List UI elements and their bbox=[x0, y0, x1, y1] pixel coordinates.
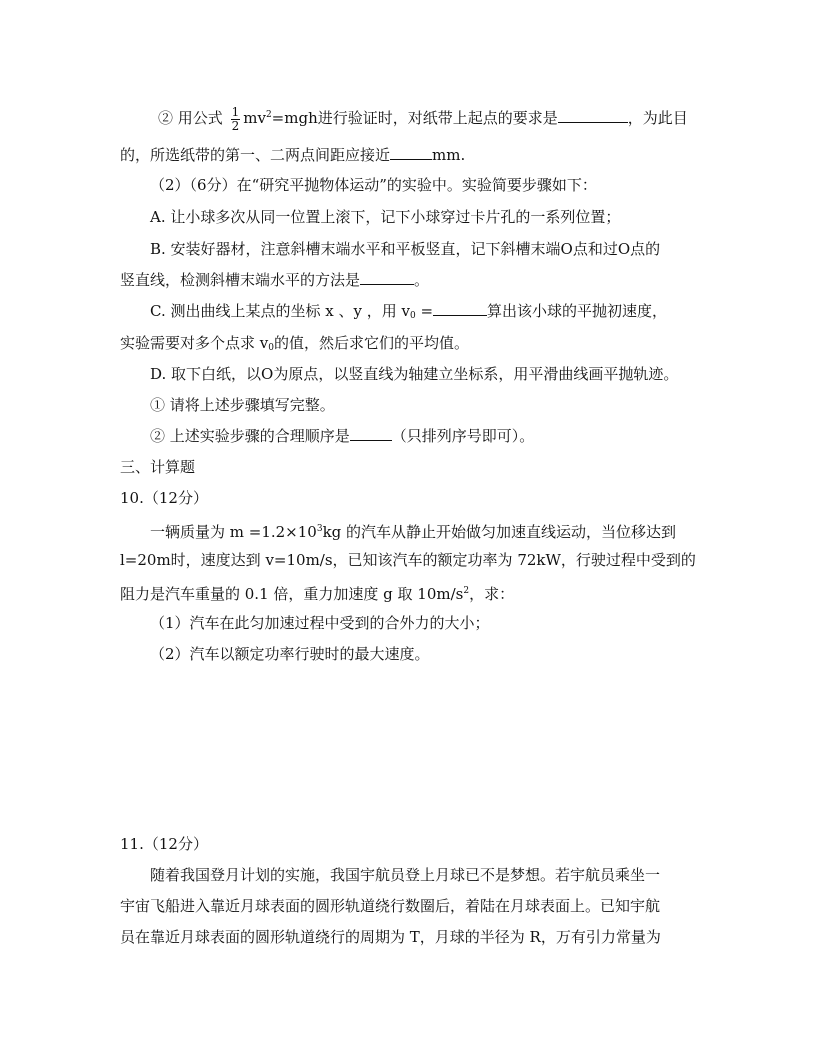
q10-sub2: （2）汽车以额定功率行驶时的最大速度。 bbox=[150, 645, 430, 663]
q11-line2: 宇宙飞船进入靠近月球表面的圆形轨道绕行数圈后，着陆在月球表面上。已知宇航 bbox=[120, 897, 661, 915]
q10-line1: 一辆质量为 $m =1.2\times 10^3kg$ 的汽车从静止开始做匀加速直线运动，当位移达到 bbox=[150, 523, 677, 541]
q9-sub1: ① 请将上述步骤填写完整。 bbox=[150, 396, 335, 414]
q11-line1: 随着我国登月计划的实施，我国宇航员登上月球已不是梦想。若宇航员乘坐一 bbox=[150, 866, 661, 884]
circled-2-marker: ② bbox=[158, 109, 174, 127]
answer-blank[interactable] bbox=[558, 108, 628, 123]
q9-part2-intro: （2）（6分）在“研究平抛物体运动”的实验中。实验简要步骤如下： bbox=[150, 176, 597, 194]
q9-step-b-line2: 竖直线，检测斜槽末端水平的方法是 。 bbox=[120, 271, 430, 289]
answer-blank[interactable] bbox=[350, 426, 392, 441]
q9-p2-line2: 的，所选纸带的第一、二两点间距应接近 mm. bbox=[120, 146, 466, 164]
q10-line3: 阻力是汽车重量的 0.1 倍，重力加速度 g 取 $10m/s^2$，求： bbox=[120, 585, 515, 603]
q11-line3: 员在靠近月球表面的圆形轨道绕行的周期为 T，月球的半径为 R，万有引力常量为 bbox=[120, 928, 661, 946]
q9-step-c-line2: 实验需要对多个点求 $v_0$的值，然后求它们的平均值。 bbox=[120, 334, 469, 353]
q9-step-a: A. 让小球多次从同一位置上滚下，记下小球穿过卡片孔的一系列位置； bbox=[150, 208, 621, 226]
q9-p2-line1: ② 用公式 $\frac{1}{2}$ $mv^2=mgh$进行验证时，对纸带上起点的要求是 ，为此目 bbox=[158, 104, 688, 133]
q9-step-b-line1: B. 安装好器材，注意斜槽末端水平和平板竖直，记下斜槽末端O点和过O点的 bbox=[150, 240, 661, 258]
q10-line2: l=20m时，速度达到 v=10m/s，已知该汽车的额定功率为 72kW，行驶过程中受到的 bbox=[120, 551, 696, 569]
fraction-one-half: $\frac{1}{2}$ bbox=[231, 104, 240, 133]
answer-blank[interactable] bbox=[433, 301, 487, 316]
answer-blank[interactable] bbox=[360, 270, 414, 285]
q10-header: 10.（12分） bbox=[120, 489, 208, 507]
q9-step-d: D. 取下白纸，以O为原点，以竖直线为轴建立坐标系，用平滑曲线画平抛轨迹。 bbox=[150, 365, 679, 383]
answer-blank[interactable] bbox=[390, 145, 432, 160]
q11-header: 11.（12分） bbox=[120, 835, 208, 853]
q10-sub1: （1）汽车在此匀加速过程中受到的合外力的大小； bbox=[150, 614, 490, 632]
section-title: 三、计算题 bbox=[120, 458, 196, 476]
q9-sub2: ② 上述实验步骤的合理顺序是 （只排列序号即可）。 bbox=[150, 427, 535, 445]
q9-step-c-line1: C. 测出曲线上某点的坐标 x 、y ，用 $v_0$ = 算出该小球的平抛初速度， bbox=[150, 302, 668, 321]
